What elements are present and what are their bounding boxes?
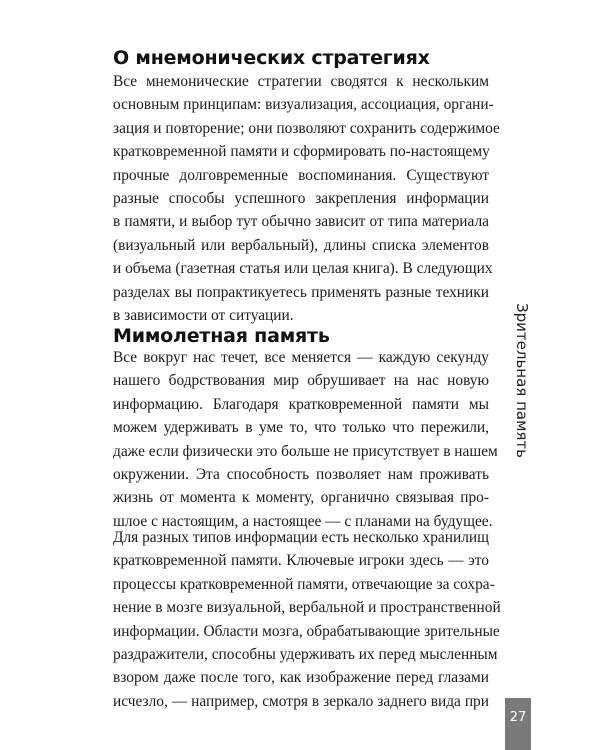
text-line: окружении. Эта способность позволяет нам проживать [113,466,489,484]
text-line: Для разных типов информации есть несколько хранилищ [113,529,489,546]
text-line: разные способы успешного закрепления информации [113,190,489,208]
paragraph-mnemonic-strategies [113,70,500,327]
text-line: даже если физически это больше не присутствует в нашем [113,442,498,460]
paragraph-fleeting-memory-2 [113,526,501,713]
text-line: исчезло, — например, смотря в зеркало заднего вида при [113,692,489,710]
text-line: взором даже после того, как изображение перед глазами [113,669,489,687]
text-line: информацию. Благодаря кратковременной памяти мы [113,395,489,413]
text-line: кратковременной памяти и сформировать по-настоящему [113,143,490,161]
text-line: раздражители, способны удерживать их перед мысленным [113,646,498,664]
text-line: нение в мозге визуальной, вербальной и пространственной [113,599,501,617]
paragraph-fleeting-memory-1 [113,346,498,533]
page-number-tab: 27 [505,698,531,750]
text-line: Все вокруг нас течет, все меняется — каждую секунду [113,349,489,366]
text-line: кратковременной памяти. Ключевые игроки здесь — это [113,552,489,570]
text-line: жизнь от момента к моменту, органично связывая про- [113,489,489,507]
text-line: основным принципам: визуализация, ассоциация, органи- [113,96,494,114]
text-line: информации. Области мозга, обрабатывающие зрительные [113,622,500,640]
text-line: нашего бодрствования мир обрушивает на нас новую [113,372,489,390]
text-line: (визуальный или вербальный), длины списка элементов [113,236,489,254]
text-line: Все мнемонические стратегии сводятся к нескольким [113,73,489,90]
text-line: и объема (газетная статья или целая книга). В следующих [113,260,493,278]
section-heading-fleeting-memory: Мимолетная память [113,325,330,347]
text-line: разделах вы попрактикуетесь применять разные техники [113,283,489,301]
text-line: можем удерживать в уме то, что только что пережили, [113,419,489,437]
text-line: зация и повторение; они позволяют сохранить содержимое [113,119,500,137]
chapter-side-title: Зрительная память [513,303,531,458]
text-line: шлое с настоящим, а настоящее — с планами на будущее. [113,512,493,530]
text-line: в памяти, и выбор тут обычно зависит от типа материала [113,213,489,231]
text-line: процессы кратковременной памяти, отвечающие за сохра- [113,575,495,593]
section-heading-mnemonic-strategies: О мнемонических стратегиях [113,47,430,69]
text-line: прочные долговременные воспоминания. Существуют [113,166,489,184]
text-line: в зависимости от ситуации. [113,307,294,325]
